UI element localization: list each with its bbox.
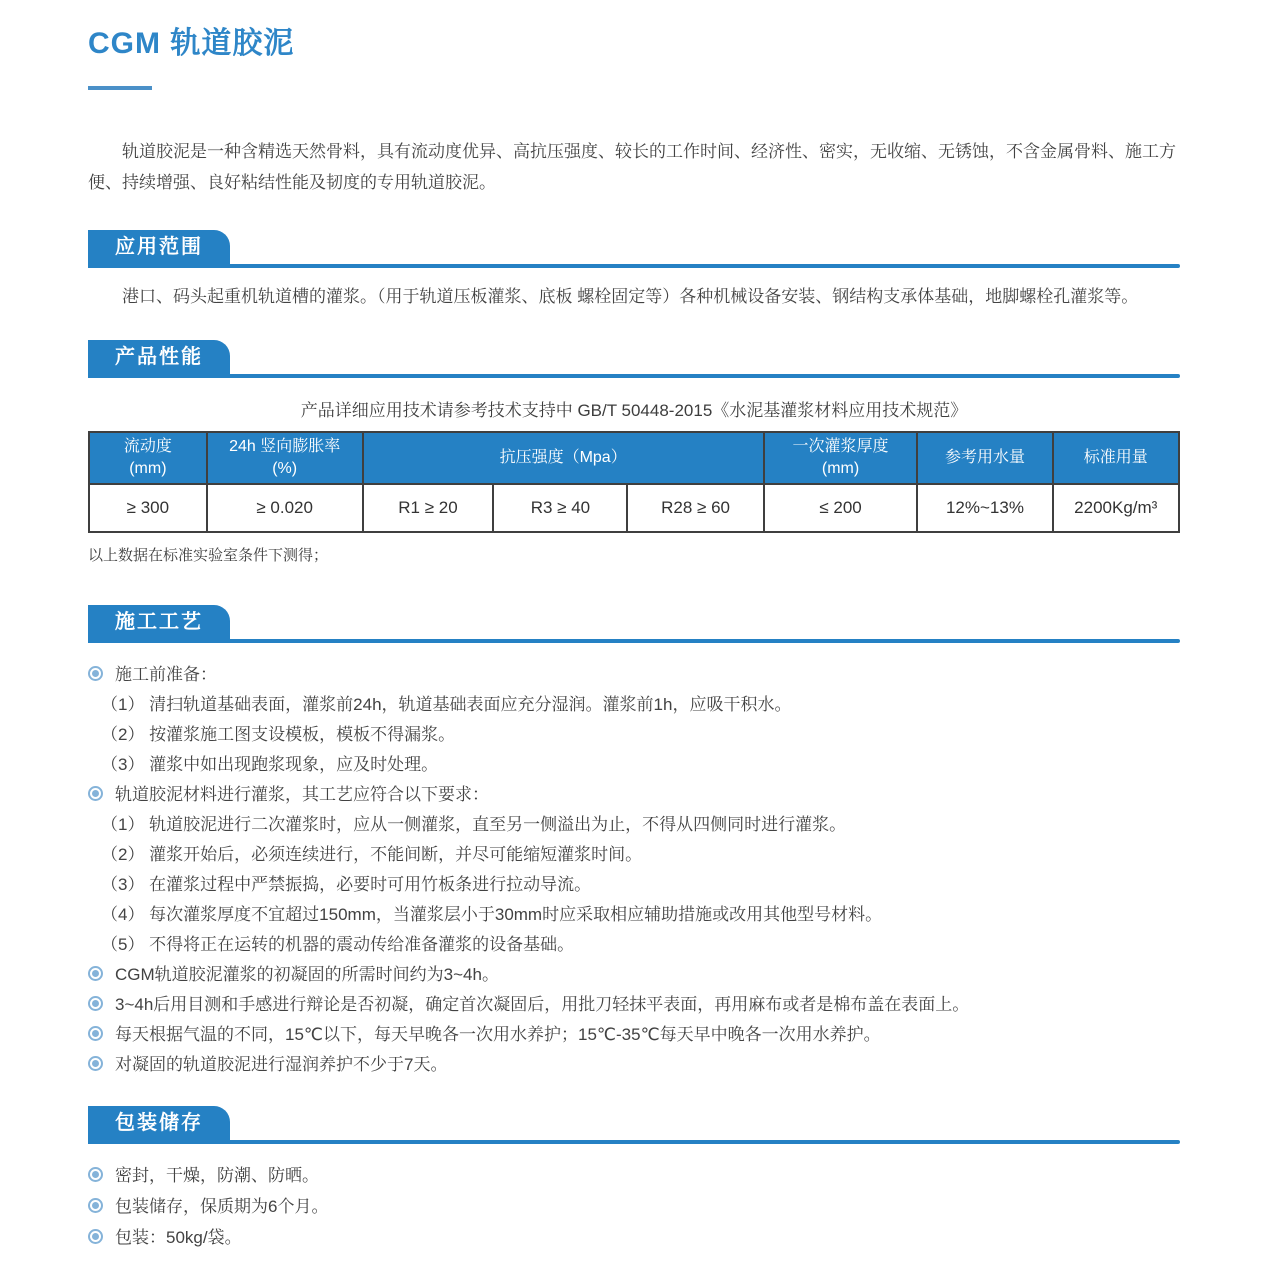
section-header-performance (88, 340, 1180, 378)
ring-bullet-icon (88, 1026, 103, 1041)
item-text: 对凝固的轨道胶泥进行湿润养护不少于7天。 (115, 1055, 448, 1074)
ring-bullet-dot (92, 970, 99, 977)
section-tab-packaging: 包装储存 (88, 1106, 230, 1140)
list-item (88, 693, 1180, 716)
construction-list (88, 663, 1180, 1076)
value-fluidity: ≥ 300 (89, 484, 207, 532)
header-grout-thickness (764, 432, 918, 484)
application-body: 港口、码头起重机轨道槽的灌浆。（用于轨道压板灌浆、底板 螺栓固定等）各种机械设备安装、钢结构支承体基础，地脚螺栓孔灌浆等。 (122, 287, 1139, 306)
section-tab-application: 应用范围 (88, 230, 230, 264)
page-title: CGM 轨道胶泥 (88, 27, 295, 60)
item-text: （3） 在灌浆过程中严禁振捣，必要时可用竹板条进行拉动导流。 (101, 875, 592, 894)
header-text: (%) (272, 460, 298, 477)
header-text: (mm) (129, 460, 167, 477)
list-item (88, 663, 1180, 686)
item-text: （5） 不得将正在运转的机器的震动传给准备灌浆的设备基础。 (101, 935, 575, 954)
performance-table (88, 431, 1180, 533)
header-text: 流动度 (123, 438, 172, 455)
ring-bullet-dot (92, 1030, 99, 1037)
section-tab-construction: 施工工艺 (88, 605, 230, 639)
value-water: 12%~13% (917, 484, 1052, 532)
ring-bullet-dot (92, 1233, 99, 1240)
packaging-list (88, 1164, 1180, 1249)
item-text: （1） 轨道胶泥进行二次灌浆时，应从一侧灌浆，直至另一侧溢出为止，不得从四侧同时进行灌浆。 (101, 815, 847, 834)
performance-standard-note: 产品详细应用技术请参考技术支持中 GB/T 50448-2015《水泥基灌浆材料应用技术规范》 (300, 401, 968, 420)
item-text: 密封，干燥，防潮、防晒。 (115, 1166, 319, 1185)
table-value-row (89, 484, 1179, 532)
list-item (88, 1226, 1180, 1249)
ring-bullet-dot (92, 1202, 99, 1209)
ring-bullet-icon (88, 1198, 103, 1213)
list-item (88, 1023, 1180, 1046)
header-text: 一次灌浆厚度 (792, 438, 889, 455)
value-dosage: 2200Kg/m³ (1053, 484, 1179, 532)
section-rule (88, 1140, 1180, 1144)
ring-bullet-icon (88, 666, 103, 681)
ring-bullet-dot (92, 1000, 99, 1007)
value-expansion: ≥ 0.020 (207, 484, 363, 532)
list-item (88, 933, 1180, 956)
title-underline (88, 86, 152, 90)
item-text: 轨道胶泥材料进行灌浆，其工艺应符合以下要求： (115, 785, 489, 804)
ring-bullet-icon (88, 1056, 103, 1071)
section-rule (88, 639, 1180, 643)
list-item (88, 1164, 1180, 1187)
header-compressive-strength: 抗压强度（Mpa） (363, 432, 764, 484)
list-item (88, 993, 1180, 1016)
ring-bullet-dot (92, 1171, 99, 1178)
table-header-row (89, 432, 1179, 484)
section-rule (88, 374, 1180, 378)
ring-bullet-icon (88, 1167, 103, 1182)
value-thickness: ≤ 200 (764, 484, 918, 532)
item-text: 每天根据气温的不同，15℃以下，每天早晚各一次用水养护；15℃-35℃每天早中晚各一次用水养护。 (115, 1025, 881, 1044)
value-r3: R3 ≥ 40 (493, 484, 627, 532)
list-item (88, 1195, 1180, 1218)
item-text: （2） 按灌浆施工图支设模板，模板不得漏浆。 (101, 725, 456, 744)
intro-paragraph: 轨道胶泥是一种含精选天然骨料，具有流动度优异、高抗压强度、较长的工作时间、经济性、密实，无收缩、无锈蚀，不含金属骨料、施工方便、持续增强、良好粘结性能及韧度的专用轨道胶泥。 (88, 142, 1176, 192)
ring-bullet-icon (88, 786, 103, 801)
list-item (88, 783, 1180, 806)
item-text: CGM轨道胶泥灌浆的初凝固的所需时间约为3~4h。 (115, 965, 499, 984)
section-tab-performance: 产品性能 (88, 340, 230, 374)
list-item (88, 753, 1180, 776)
header-text: (mm) (821, 460, 860, 477)
ring-bullet-dot (92, 1060, 99, 1067)
value-r28: R28 ≥ 60 (627, 484, 763, 532)
item-text: （2） 灌浆开始后，必须连续进行，不能间断，并尽可能缩短灌浆时间。 (101, 845, 643, 864)
item-text: （4） 每次灌浆厚度不宜超过150mm，当灌浆层小于30mm时应采取相应辅助措施或改用其他型号材料。 (101, 905, 883, 924)
ring-bullet-dot (92, 670, 99, 677)
item-text: 包装：50kg/袋。 (115, 1228, 242, 1247)
value-r1: R1 ≥ 20 (363, 484, 494, 532)
ring-bullet-icon (88, 996, 103, 1011)
header-standard-dosage: 标准用量 (1053, 432, 1179, 484)
ring-bullet-dot (92, 790, 99, 797)
section-header-application (88, 230, 1180, 268)
list-item (88, 903, 1180, 926)
list-item (88, 963, 1180, 986)
header-water-ratio: 参考用水量 (917, 432, 1052, 484)
table-footnote: 以上数据在标准实验室条件下测得； (88, 547, 329, 564)
item-text: （3） 灌浆中如出现跑浆现象，应及时处理。 (101, 755, 439, 774)
item-text: （1） 清扫轨道基础表面，灌浆前24h，轨道基础表面应充分湿润。灌浆前1h，应吸干积水。 (101, 695, 792, 714)
list-item (88, 1053, 1180, 1076)
header-expansion (207, 432, 363, 484)
section-header-construction (88, 605, 1180, 643)
ring-bullet-icon (88, 966, 103, 981)
list-item (88, 873, 1180, 896)
section-rule (88, 264, 1180, 268)
ring-bullet-icon (88, 1229, 103, 1244)
list-item (88, 723, 1180, 746)
list-item (88, 813, 1180, 836)
list-item (88, 843, 1180, 866)
item-text: 施工前准备： (115, 665, 217, 684)
section-header-packaging (88, 1106, 1180, 1144)
item-text: 包装储存，保质期为6个月。 (115, 1197, 329, 1216)
header-text: 24h 竖向膨胀率 (229, 438, 341, 455)
header-fluidity (89, 432, 207, 484)
item-text: 3~4h后用目测和手感进行辩论是否初凝，确定首次凝固后，用批刀轻抹平表面，再用麻布或者是棉布盖在表面上。 (115, 995, 970, 1014)
